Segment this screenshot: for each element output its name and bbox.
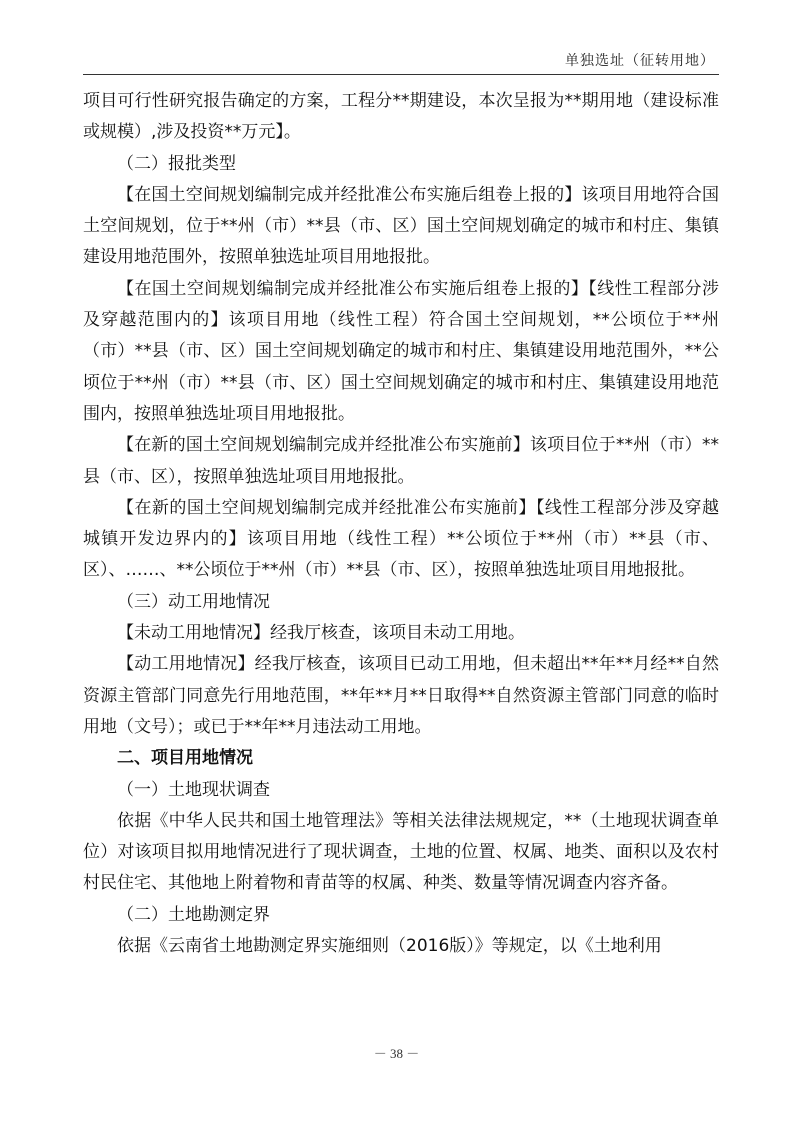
paragraph-boundary: 依据《云南省土地勘测定界实施细则（2016版）》等规定，以《土地利用 [117,936,662,957]
paragraph-approval-4: 【在新的国土空间规划编制完成并经批准公布实施前】【线性工程部分涉及穿越城镇开发边界内的】该项目用地（线性工程）**公顷位于**州（市）**县（市、区）、……、**公顷位于**州（市）**县（市、区），按照单独选址项目用地报批。 [83,497,719,581]
paragraph-approval-3: 【在新的国土空间规划编制完成并经批准公布实施前】该项目位于**州（市）**县（市、区），按照单独选址项目用地报批。 [83,435,719,487]
paragraph-survey: 依据《中华人民共和国土地管理法》等相关法律法规规定，**（土地现状调查单位）对该项目拟用地情况进行了现状调查，土地的位置、权属、地类、面积以及农村村民住宅、其他地上附着物和青苗等的权属、种类、数量等情况调查内容齐备。 [83,810,719,894]
running-header: 单独选址（征转用地） [565,53,715,69]
heading-land-use: 二、项目用地情况 [117,748,253,769]
paragraph-approval-2: 【在国土空间规划编制完成并经批准公布实施后组卷上报的】【线性工程部分涉及穿越范围内的】该项目用地（线性工程）符合国土空间规划，**公顷位于**州（市）**县（市、区）国土空间规划确定的城市和村庄、集镇建设用地范围外，**公顷位于**州（市）**县（市、区）国土空间规划确定的城市和村庄、集镇建设用地范围内，按照单独选址项目用地报批。 [83,278,719,424]
paragraph-not-started: 【未动工用地情况】经我厅核查，该项目未动工用地。 [117,623,525,644]
section-boundary: （二）土地勘测定界 [117,904,270,925]
document-body [83,86,719,962]
paragraph-continuation: 项目可行性研究报告确定的方案，工程分**期建设，本次呈报为**期用地（建设标准或规模）,涉及投资**万元】。 [83,91,719,143]
section-survey: （一）土地现状调查 [117,779,270,800]
paragraph-started: 【动工用地情况】经我厅核查，该项目已动工用地，但未超出**年**月经**自然资源主管部门同意先行用地范围，**年**月**日取得**自然资源主管部门同意的临时用地（文号）；或已于**年**月违法动工用地。 [83,654,719,737]
section-construction: （三）动工用地情况 [117,591,270,612]
paragraph-approval-1: 【在国土空间规划编制完成并经批准公布实施后组卷上报的】该项目用地符合国土空间规划，位于**州（市）**县（市、区）国土空间规划确定的城市和村庄、集镇建设用地范围外，按照单独选址项目用地报批。 [83,184,719,268]
header-rule [83,74,719,75]
page-number: － 38 － [373,1046,420,1061]
section-approval-type: （二）报批类型 [117,153,236,174]
